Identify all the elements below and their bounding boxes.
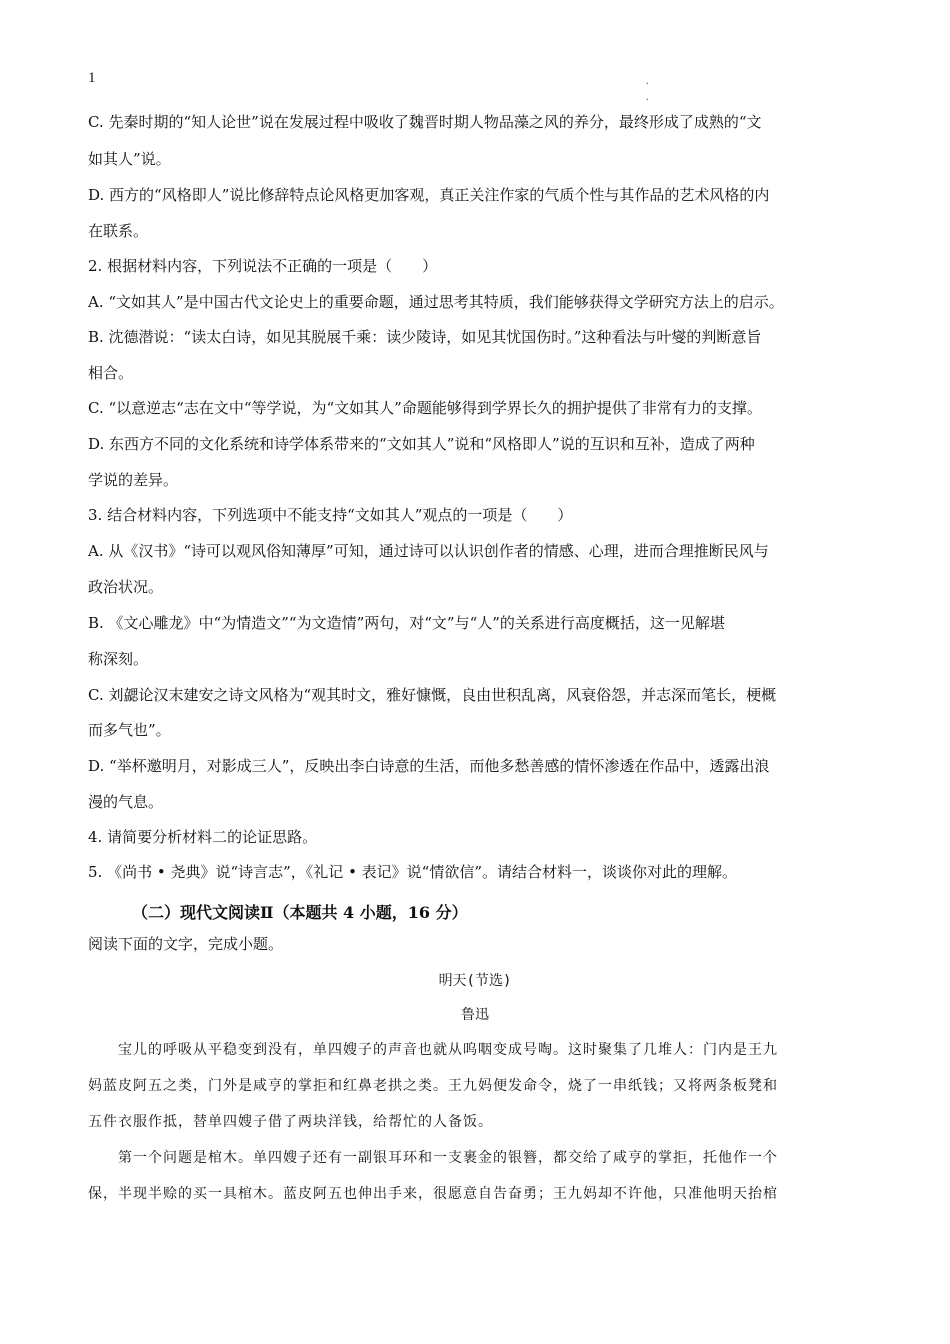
option-d: D. 东西方不同的文化系统和诗学体系带来的“文如其人”说和“风格即人”说的互识和互补，造成了两种 [88,435,755,453]
header-dot: . [646,92,649,103]
text-line: 学说的差异。 [88,471,179,489]
text-line: 政治状况。 [88,578,164,596]
option-b: B. 《文心雕龙》中“为情造文”“为文造情”两句，对“文”与“人”的关系进行高度概括，这一见解堪 [88,614,725,632]
option-c: C. 刘勰论汉末建安之诗文风格为“观其时文，雅好慷慨，良由世积乱离，风衰俗怨，并志深而笔长，梗概 [88,686,777,704]
option-d: D. “举杯邀明月，对影成三人”，反映出李白诗意的生活，而他多愁善感的情怀渗透在作品中，透露出浪 [88,757,770,775]
story-line: 妈蓝皮阿五之类，门外是咸亨的掌拒和红鼻老拱之类。王九妈便发命令，烧了一串纸钱；又将两条板凳和 [88,1078,778,1094]
section-heading: （二）现代文阅读Ⅱ（本题共 4 小题，16 分） [132,903,468,922]
story-line: 宝儿的呼吸从平稳变到没有，单四嫂子的声音也就从呜咽变成号啕。这时聚集了几堆人：门内是王九 [118,1042,778,1058]
text-line: C. 先秦时期的“知人论世”说在发展过程中吸收了魏晋时期人物品藻之风的养分，最终形成了成熟的“文 [88,113,762,131]
story-author: 鲁迅 [461,1007,489,1023]
text-line: 称深刻。 [88,650,149,668]
story-title: 明天(节选) [438,973,512,989]
question-4: 4. 请简要分析材料二的论证思路。 [88,828,318,846]
text-line: D. 西方的“风格即人”说比修辞特点论风格更加客观，真正关注作家的气质个性与其作品的艺术风格的内 [88,186,770,204]
option-b: B. 沈德潜说：“读太白诗，如见其脱展千乘：读少陵诗，如见其忧国伤时。”这种看法与叶燮的判断意旨 [88,328,762,346]
story-line: 五件衣服作抵，替单四嫂子借了两块洋钱，给帮忙的人备饭。 [88,1114,493,1130]
text-line: 在联系。 [88,222,149,240]
text-line: 漫的气息。 [88,793,164,811]
text-line: 如其人”说。 [88,150,171,168]
option-a: A. “文如其人”是中国古代文论史上的重要命题，通过思考其特质，我们能够获得文学研究方法上的启示。 [88,293,784,311]
question-2: 2. 根据材料内容，下列说法不正确的一项是（ ） [88,257,438,275]
option-c: C. “以意逆志“志在文中“等学说，为“文如其人”命题能够得到学界长久的拥护提供了非常有力的支撑。 [88,399,762,417]
story-line: 第一个问题是棺木。单四嫂子还有一副银耳环和一支裹金的银簪，都交给了咸亨的掌拒，托他作一个 [118,1150,778,1166]
text-line: 相合。 [88,364,134,382]
header-dot: . [646,76,649,87]
page-number: 1 [88,70,96,86]
option-a: A. 从《汉书》“诗可以观风俗知薄厚”可知，通过诗可以认识创作者的情感、心理，进而合理推断民风与 [88,542,769,560]
instruction: 阅读下面的文字，完成小题。 [88,935,284,953]
question-3: 3. 结合材料内容，下列选项中不能支持“文如其人”观点的一项是（ ） [88,506,573,524]
text-line: 而多气也”。 [88,721,171,739]
question-5: 5. 《尚书 • 尧典》说“诗言志”，《礼记 • 表记》说“情欲信”。请结合材料一，谈谈你对此的理解。 [88,863,738,881]
story-line: 保，半现半赊的买一具棺木。蓝皮阿五也伸出手来，很愿意自告奋勇；王九妈却不许他，只准他明天抬棺 [88,1186,778,1202]
